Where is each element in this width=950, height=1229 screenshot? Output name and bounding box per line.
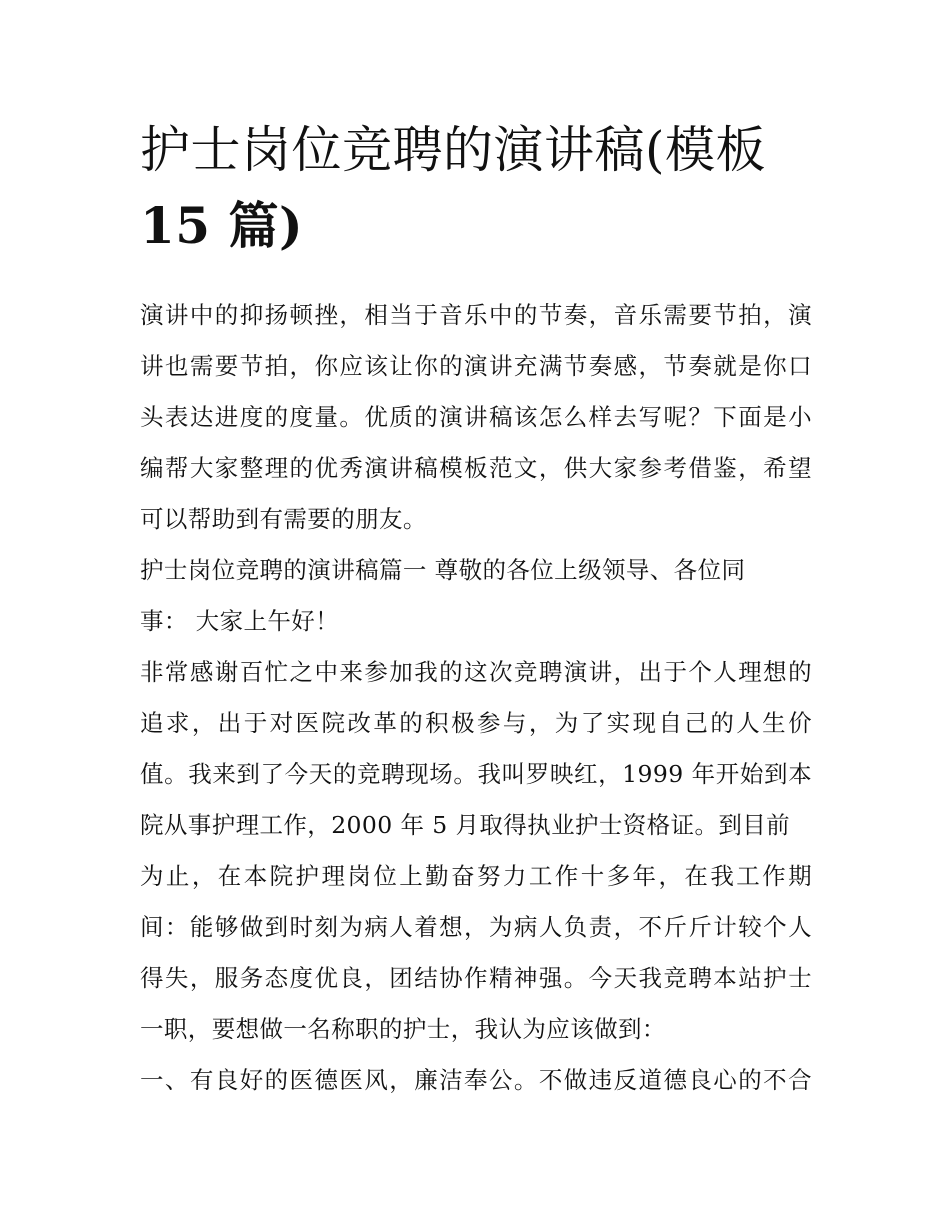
title-line-2: 15 篇)	[140, 196, 304, 255]
body-line: 讲也需要节拍，你应该让你的演讲充满节奏感，节奏就是你口	[140, 352, 812, 380]
body-line: 演讲中的抑扬顿挫，相当于音乐中的节奏，音乐需要节拍，演	[140, 301, 812, 329]
body-line: 非常感谢百忙之中来参加我的这次竞聘演讲，出于个人理想的	[140, 658, 812, 686]
document-page	[140, 0, 812, 1106]
body-line: 一职，要想做一名称职的护士，我认为应该做到：	[140, 1015, 666, 1043]
body-line: 间：能够做到时刻为病人着想，为病人负责，不斤斤计较个人	[140, 913, 812, 941]
body-line: 护士岗位竞聘的演讲稿篇一 尊敬的各位上级领导、各位同	[140, 556, 746, 584]
document-title	[140, 0, 812, 264]
body-line: 一、有良好的医德医风，廉洁奉公。不做违反道德良心的不合	[140, 1066, 812, 1094]
body-line: 编帮大家整理的优秀演讲稿模板范文，供大家参考借鉴，希望	[140, 454, 812, 482]
body-line: 得失，服务态度优良，团结协作精神强。今天我竞聘本站护士	[140, 964, 812, 992]
document-body	[140, 290, 812, 1106]
body-line: 头表达进度的度量。优质的演讲稿该怎么样去写呢？下面是小	[140, 403, 812, 431]
body-line: 为止，在本院护理岗位上勤奋努力工作十多年，在我工作期	[140, 862, 812, 890]
body-line: 值。我来到了今天的竞聘现场。我叫罗映红，1999 年开始到本	[140, 760, 812, 788]
title-line-1: 护士岗位竞聘的演讲稿(模板	[140, 121, 767, 179]
body-line: 事： 大家上午好！	[140, 607, 340, 635]
body-line: 追求，出于对医院改革的积极参与，为了实现自己的人生价	[140, 709, 812, 737]
body-line: 院从事护理工作，2000 年 5 月取得执业护士资格证。到目前	[140, 811, 791, 839]
body-line: 可以帮助到有需要的朋友。	[140, 505, 427, 533]
